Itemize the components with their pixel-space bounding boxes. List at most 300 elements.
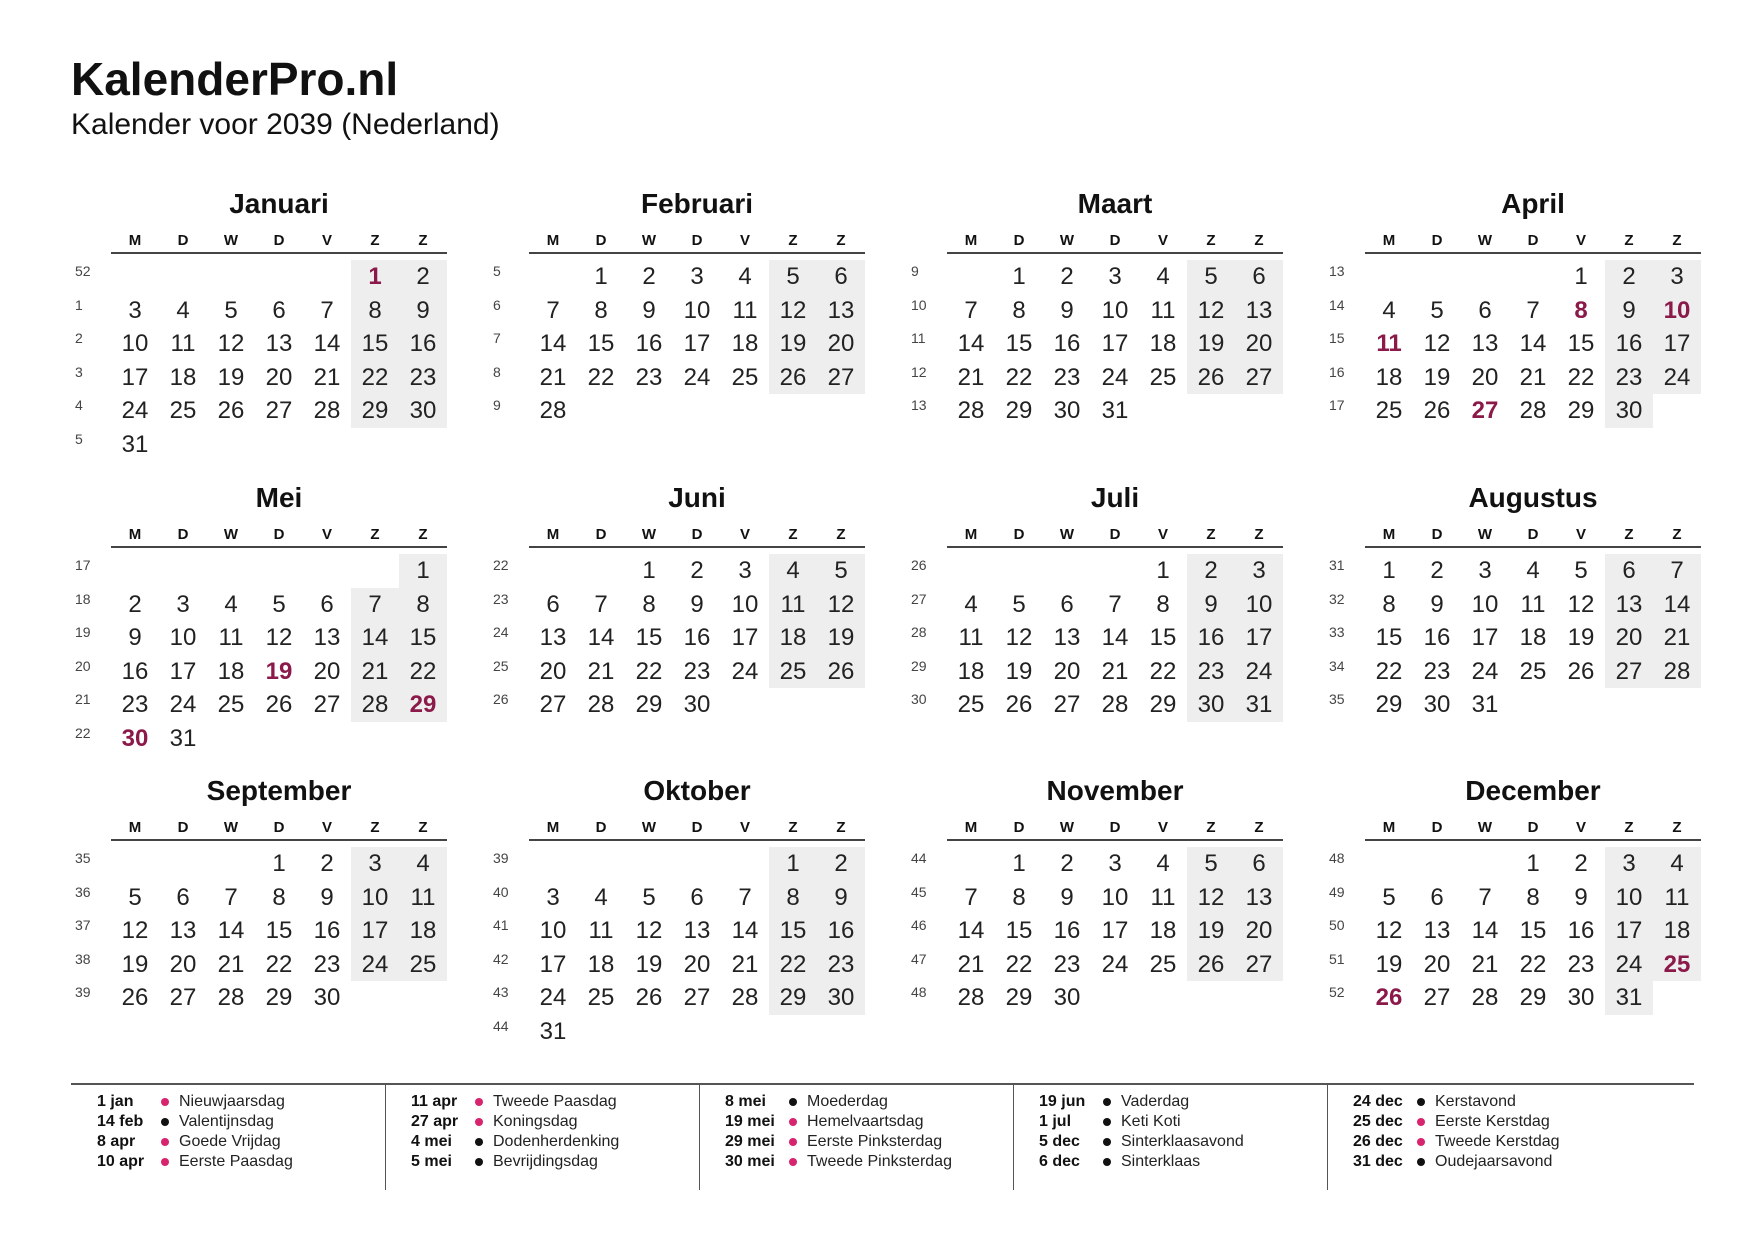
week-number: 46: [911, 917, 927, 934]
day-cell: 19: [827, 624, 855, 652]
holiday-name: Eerste Paasdag: [179, 1153, 293, 1170]
day-cell: 19: [1375, 950, 1403, 978]
day-cell: 15: [1567, 330, 1595, 358]
weekday-label: D: [1013, 526, 1025, 543]
holiday-day: 29: [409, 691, 437, 719]
day-cell: 16: [683, 624, 711, 652]
week-number: 41: [493, 917, 509, 934]
month-title: April: [1501, 188, 1565, 219]
weekday-label: D: [177, 232, 189, 249]
day-cell: 27: [169, 984, 197, 1012]
day-cell: 16: [313, 917, 341, 945]
holiday-date: 19 mei: [725, 1113, 775, 1130]
day-cell: 30: [313, 984, 341, 1012]
day-cell: 10: [121, 330, 149, 358]
day-cell: 9: [642, 296, 656, 324]
day-cell: 13: [1245, 296, 1273, 324]
holiday-name: Vaderdag: [1121, 1093, 1190, 1110]
weekday-label: W: [1059, 526, 1075, 543]
day-cell: 31: [121, 431, 149, 458]
week-number: 13: [1329, 263, 1345, 279]
day-cell: 13: [827, 296, 855, 324]
page-subtitle: Kalender voor 2039 (Nederland): [71, 108, 500, 141]
day-cell: 24: [1615, 950, 1643, 978]
day-cell: 8: [1156, 590, 1170, 618]
weekday-label: Z: [1206, 232, 1216, 249]
month-title: Februari: [640, 188, 754, 219]
day-cell: 19: [121, 950, 149, 978]
day-cell: 9: [1204, 590, 1218, 618]
weekday-label: Z: [418, 526, 428, 543]
day-cell: 20: [683, 950, 711, 978]
day-cell: 22: [361, 363, 389, 391]
day-cell: 30: [1053, 397, 1081, 425]
day-cell: 1: [1382, 557, 1396, 584]
week-number: 33: [1329, 624, 1345, 641]
day-cell: 27: [1423, 984, 1451, 1012]
month-title: December: [1465, 775, 1601, 806]
week-number: 38: [75, 950, 91, 967]
day-cell: 24: [1471, 657, 1499, 685]
day-cell: 18: [169, 363, 197, 391]
day-cell: 16: [1423, 624, 1451, 652]
weekday-label: W: [223, 232, 239, 249]
weekday-label: D: [595, 819, 607, 836]
day-cell: 16: [827, 917, 855, 945]
day-cell: 29: [1005, 984, 1033, 1012]
month-title: Januari: [229, 188, 329, 219]
weekday-label: W: [223, 819, 239, 836]
day-cell: 23: [121, 691, 149, 719]
day-cell: 13: [1615, 590, 1643, 618]
day-cell: 15: [779, 917, 807, 945]
day-cell: 4: [176, 296, 190, 324]
holiday-name: Dodenherdenking: [493, 1133, 620, 1150]
day-cell: 6: [834, 263, 848, 290]
day-cell: 10: [539, 917, 567, 945]
week-number: 37: [75, 917, 91, 934]
day-cell: 5: [1012, 590, 1026, 618]
day-cell: 31: [169, 725, 197, 752]
day-cell: 28: [957, 984, 985, 1012]
day-cell: 24: [361, 950, 389, 978]
day-cell: 22: [1375, 657, 1403, 685]
holiday-date: 5 dec: [1039, 1133, 1080, 1150]
day-cell: 15: [265, 917, 293, 945]
day-cell: 4: [1382, 296, 1396, 324]
holiday-day: 10: [1663, 296, 1691, 324]
day-cell: 17: [1663, 330, 1691, 358]
day-cell: 25: [731, 363, 759, 391]
day-cell: 6: [272, 296, 286, 324]
day-cell: 17: [683, 330, 711, 358]
day-cell: 14: [1519, 330, 1547, 358]
week-number: 15: [1329, 330, 1345, 347]
weekday-label: M: [1382, 232, 1396, 249]
weekday-label: D: [1013, 819, 1025, 836]
weekday-label: V: [321, 526, 332, 543]
day-cell: 1: [1526, 850, 1540, 877]
weekday-label: D: [691, 819, 703, 836]
day-cell: 13: [683, 917, 711, 945]
day-cell: 18: [1375, 363, 1403, 391]
day-cell: 17: [1101, 917, 1129, 945]
day-cell: 8: [594, 296, 608, 324]
day-cell: 6: [1252, 263, 1266, 290]
day-cell: 4: [786, 557, 800, 584]
holiday-date: 6 dec: [1039, 1153, 1080, 1170]
day-cell: 1: [594, 263, 608, 290]
day-cell: 4: [1670, 850, 1684, 877]
day-cell: 6: [690, 883, 704, 911]
week-number: 10: [911, 296, 927, 313]
day-cell: 7: [1670, 557, 1684, 584]
day-cell: 2: [128, 590, 142, 618]
day-cell: 21: [1519, 363, 1547, 391]
day-cell: 15: [1519, 917, 1547, 945]
day-cell: 20: [1245, 917, 1273, 945]
week-number: 45: [911, 883, 927, 900]
day-cell: 5: [128, 883, 142, 911]
day-cell: 20: [313, 657, 341, 685]
day-cell: 10: [731, 590, 759, 618]
day-cell: 2: [1060, 263, 1074, 290]
month-title: Augustus: [1468, 482, 1598, 513]
holiday-column: [1013, 1085, 1327, 1190]
day-cell: 7: [738, 883, 752, 911]
day-cell: 11: [1520, 590, 1546, 618]
day-cell: 9: [128, 624, 142, 652]
holiday-date: 19 jun: [1039, 1093, 1086, 1110]
week-number: 50: [1329, 917, 1345, 934]
holiday-column-divider: [1013, 1085, 1014, 1190]
week-number: 16: [1329, 363, 1345, 380]
day-cell: 22: [779, 950, 807, 978]
day-cell: 24: [169, 691, 197, 719]
day-cell: 23: [1567, 950, 1595, 978]
weekday-label: Z: [1672, 232, 1682, 249]
day-cell: 21: [539, 363, 567, 391]
day-cell: 3: [1478, 557, 1492, 584]
day-cell: 13: [1245, 883, 1273, 911]
day-cell: 4: [964, 590, 978, 618]
holiday-name: Oudejaarsavond: [1435, 1153, 1553, 1170]
day-cell: 3: [128, 296, 142, 324]
week-number: 25: [493, 657, 509, 674]
day-cell: 2: [642, 263, 656, 290]
weekday-label: D: [595, 526, 607, 543]
day-cell: 30: [1053, 984, 1081, 1012]
day-cell: 14: [1663, 590, 1691, 618]
weekday-label: Z: [370, 232, 380, 249]
weekday-label: Z: [1206, 819, 1216, 836]
day-cell: 2: [690, 557, 704, 584]
day-cell: 6: [546, 590, 560, 618]
day-cell: 19: [1423, 363, 1451, 391]
week-number: 3: [75, 363, 83, 380]
day-cell: 4: [594, 883, 608, 911]
weekday-label: V: [739, 526, 750, 543]
weekday-label: V: [1157, 526, 1168, 543]
holiday-name: Moederdag: [807, 1093, 888, 1110]
day-cell: 26: [779, 363, 807, 391]
week-number: 1: [75, 296, 83, 313]
day-cell: 28: [539, 397, 567, 425]
day-cell: 21: [217, 950, 245, 978]
day-cell: 3: [1622, 850, 1636, 877]
holiday-column-divider: [385, 1085, 386, 1190]
week-number: 21: [75, 691, 91, 708]
weekday-label: W: [223, 526, 239, 543]
black-dot-icon: [1103, 1118, 1111, 1126]
week-number: 2: [75, 330, 83, 347]
day-cell: 27: [265, 397, 293, 425]
black-dot-icon: [161, 1118, 169, 1126]
day-cell: 8: [368, 296, 382, 324]
day-cell: 5: [1574, 557, 1588, 584]
weekday-divider: [1365, 252, 1701, 254]
day-cell: 28: [957, 397, 985, 425]
weekday-label: M: [964, 526, 978, 543]
black-dot-icon: [789, 1098, 797, 1106]
day-cell: 17: [361, 917, 389, 945]
day-cell: 3: [368, 850, 382, 877]
day-cell: 22: [1567, 363, 1595, 391]
weekday-label: W: [1477, 819, 1493, 836]
day-cell: 21: [957, 363, 985, 391]
day-cell: 13: [539, 624, 567, 652]
holiday-day: 1: [368, 263, 382, 290]
weekday-label: D: [1109, 819, 1121, 836]
week-number: 9: [911, 263, 919, 279]
day-cell: 16: [1197, 624, 1225, 652]
day-cell: 14: [217, 917, 245, 945]
day-cell: 25: [1375, 397, 1403, 425]
day-cell: 9: [1060, 296, 1074, 324]
week-number: 30: [911, 691, 927, 708]
day-cell: 22: [1005, 950, 1033, 978]
day-cell: 12: [827, 590, 855, 618]
day-cell: 5: [224, 296, 238, 324]
pink-dot-icon: [789, 1158, 797, 1166]
weekday-label: M: [546, 232, 560, 249]
day-cell: 14: [361, 624, 389, 652]
month-title: Mei: [255, 482, 303, 513]
weekday-divider: [947, 546, 1283, 548]
day-cell: 17: [1471, 624, 1499, 652]
day-cell: 27: [313, 691, 341, 719]
month-title: Juni: [668, 482, 726, 513]
day-cell: 26: [265, 691, 293, 719]
week-number: 39: [493, 850, 509, 866]
week-number: 29: [911, 657, 927, 674]
month-title: November: [1046, 775, 1184, 806]
holiday-date: 4 mei: [411, 1133, 452, 1150]
day-cell: 19: [1567, 624, 1595, 652]
day-cell: 11: [780, 590, 806, 618]
weekday-label: Z: [1254, 232, 1264, 249]
month-title: Maart: [1077, 188, 1153, 219]
day-cell: 24: [1101, 950, 1129, 978]
weekday-divider: [1365, 546, 1701, 548]
day-cell: 5: [1204, 850, 1218, 877]
week-number: 52: [1329, 984, 1345, 1001]
day-cell: 12: [121, 917, 149, 945]
week-number: 28: [911, 624, 927, 641]
weekday-label: D: [1527, 232, 1539, 249]
day-cell: 11: [170, 330, 196, 358]
day-cell: 3: [1108, 850, 1122, 877]
holiday-date: 29 mei: [725, 1133, 775, 1150]
weekday-divider: [529, 546, 865, 548]
day-cell: 17: [1245, 624, 1273, 652]
day-cell: 8: [416, 590, 430, 618]
weekday-label: Z: [1624, 232, 1634, 249]
holiday-column: [699, 1085, 1013, 1190]
weekday-label: Z: [788, 232, 798, 249]
day-cell: 12: [1197, 296, 1225, 324]
day-cell: 30: [1423, 691, 1451, 719]
week-number: 19: [75, 624, 91, 641]
holiday-name: Eerste Kerstdag: [1435, 1113, 1550, 1130]
week-number: 31: [1329, 557, 1345, 573]
day-cell: 7: [964, 296, 978, 324]
month-title: Juli: [1090, 482, 1140, 513]
weekday-label: Z: [788, 819, 798, 836]
day-cell: 2: [1574, 850, 1588, 877]
day-cell: 21: [313, 363, 341, 391]
weekday-label: V: [1157, 819, 1168, 836]
day-cell: 25: [217, 691, 245, 719]
day-cell: 27: [539, 691, 567, 719]
holiday-name: Goede Vrijdag: [179, 1133, 281, 1150]
day-cell: 31: [1101, 397, 1129, 425]
holiday-name: Keti Koti: [1121, 1113, 1181, 1130]
day-cell: 3: [1670, 263, 1684, 290]
weekday-label: Z: [1624, 819, 1634, 836]
holiday-column-divider: [1327, 1085, 1328, 1190]
day-cell: 7: [224, 883, 238, 911]
day-cell: 18: [1149, 917, 1177, 945]
holiday-name: Tweede Kerstdag: [1435, 1133, 1560, 1150]
week-number: 44: [911, 850, 927, 866]
holiday-date: 8 mei: [725, 1093, 766, 1110]
day-cell: 4: [738, 263, 752, 290]
holiday-day: 11: [1376, 330, 1402, 358]
day-cell: 27: [1245, 363, 1273, 391]
holiday-column: [1327, 1085, 1641, 1190]
month-title: Oktober: [643, 775, 751, 806]
day-cell: 27: [1615, 657, 1643, 685]
day-cell: 12: [635, 917, 663, 945]
day-cell: 24: [731, 657, 759, 685]
day-cell: 24: [1245, 657, 1273, 685]
day-cell: 7: [964, 883, 978, 911]
day-cell: 14: [957, 330, 985, 358]
pink-dot-icon: [475, 1118, 483, 1126]
day-cell: 6: [1622, 557, 1636, 584]
weekday-label: Z: [370, 819, 380, 836]
day-cell: 26: [827, 657, 855, 685]
holiday-column-divider: [699, 1085, 700, 1190]
holiday-day: 19: [265, 657, 293, 685]
weekday-label: Z: [1672, 526, 1682, 543]
weekday-label: Z: [1254, 526, 1264, 543]
day-cell: 25: [587, 984, 615, 1012]
day-cell: 20: [1245, 330, 1273, 358]
week-number: 14: [1329, 296, 1345, 313]
day-cell: 28: [1101, 691, 1129, 719]
day-cell: 29: [1005, 397, 1033, 425]
day-cell: 29: [1519, 984, 1547, 1012]
weekday-divider: [529, 252, 865, 254]
day-cell: 12: [1197, 883, 1225, 911]
day-cell: 6: [320, 590, 334, 618]
weekday-label: D: [691, 232, 703, 249]
month-title: September: [206, 775, 352, 806]
day-cell: 28: [731, 984, 759, 1012]
week-number: 32: [1329, 590, 1345, 607]
black-dot-icon: [475, 1158, 483, 1166]
weekday-label: Z: [418, 232, 428, 249]
day-cell: 10: [361, 883, 389, 911]
day-cell: 29: [635, 691, 663, 719]
holiday-name: Nieuwjaarsdag: [179, 1093, 285, 1110]
day-cell: 26: [1567, 657, 1595, 685]
day-cell: 3: [1252, 557, 1266, 584]
day-cell: 9: [690, 590, 704, 618]
day-cell: 14: [957, 917, 985, 945]
day-cell: 17: [121, 363, 149, 391]
weekday-label: V: [1157, 232, 1168, 249]
week-number: 26: [493, 691, 509, 708]
week-number: 47: [911, 950, 927, 967]
brand-title: KalenderPro.nl: [71, 53, 399, 105]
holiday-date: 8 apr: [97, 1133, 136, 1150]
weekday-label: D: [177, 526, 189, 543]
day-cell: 2: [416, 263, 430, 290]
week-number: 4: [75, 397, 83, 414]
holiday-day: 25: [1663, 950, 1691, 978]
day-cell: 30: [683, 691, 711, 719]
holiday-date: 1 jan: [97, 1093, 134, 1110]
weekday-label: D: [1431, 819, 1443, 836]
day-cell: 20: [1615, 624, 1643, 652]
week-number: 13: [911, 397, 927, 414]
day-cell: 7: [1108, 590, 1122, 618]
holiday-date: 24 dec: [1353, 1093, 1403, 1110]
weekday-label: D: [1013, 232, 1025, 249]
day-cell: 17: [169, 657, 197, 685]
day-cell: 26: [635, 984, 663, 1012]
day-cell: 18: [731, 330, 759, 358]
holiday-date: 31 dec: [1353, 1153, 1403, 1170]
day-cell: 6: [176, 883, 190, 911]
day-cell: 11: [958, 624, 984, 652]
day-cell: 23: [313, 950, 341, 978]
week-number: 27: [911, 590, 927, 607]
day-cell: 15: [1149, 624, 1177, 652]
day-cell: 28: [587, 691, 615, 719]
day-cell: 14: [539, 330, 567, 358]
day-cell: 11: [410, 883, 436, 911]
day-cell: 30: [827, 984, 855, 1012]
day-cell: 12: [217, 330, 245, 358]
day-cell: 23: [827, 950, 855, 978]
holiday-name: Sinterklaasavond: [1121, 1133, 1244, 1150]
day-cell: 9: [1574, 883, 1588, 911]
day-cell: 19: [217, 363, 245, 391]
